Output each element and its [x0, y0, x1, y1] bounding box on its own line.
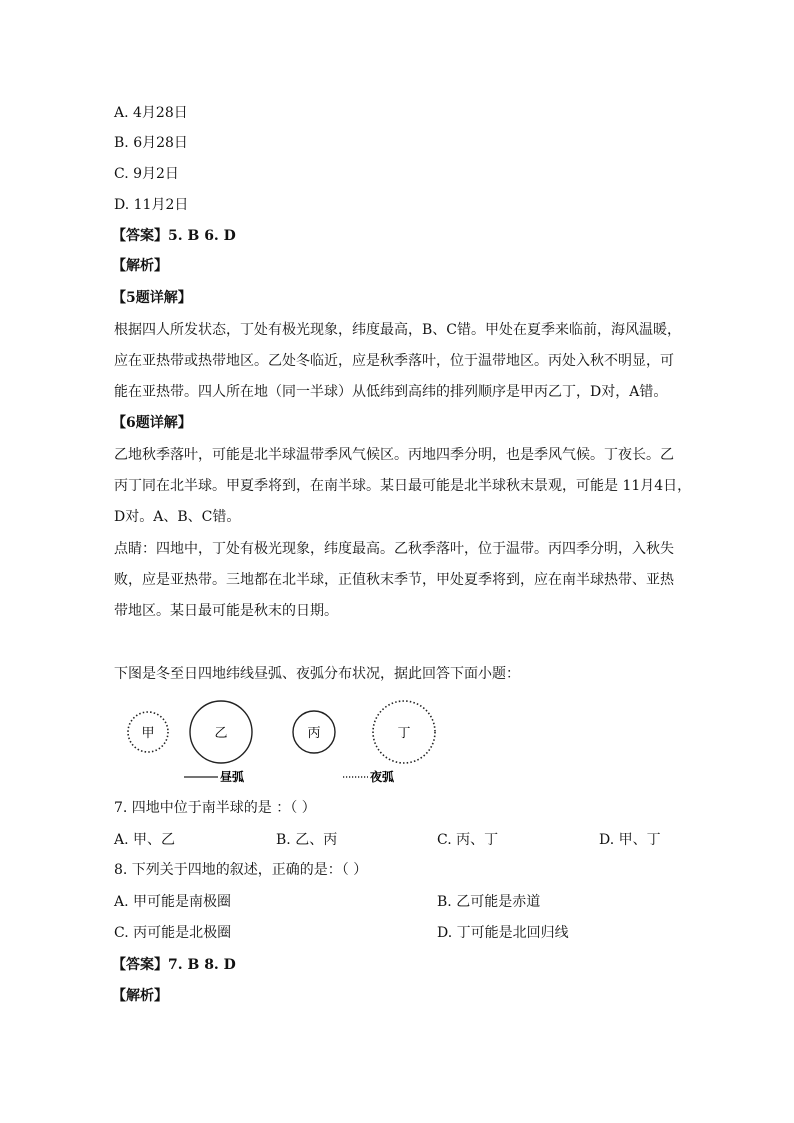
legend-night-label: 夜弧: [370, 770, 395, 784]
q8-option-d: D. 丁可能是北回归线: [437, 925, 569, 941]
option-b-prev: B. 6月28日: [114, 135, 188, 151]
option-a-prev: A. 4月28日: [114, 105, 188, 121]
q5-heading: 【5题详解】: [112, 290, 192, 306]
label-jia: 甲: [141, 726, 155, 741]
arc-figure: [110, 700, 450, 790]
legend-day-label: 昼弧: [220, 770, 245, 784]
answer-label-1: 【答案】5. B 6. D: [112, 228, 236, 244]
q8-option-a: A. 甲可能是南极圈: [114, 894, 232, 910]
analysis-label-1: 【解析】: [112, 258, 168, 274]
analysis-label-2: 【解析】: [112, 988, 168, 1004]
label-yi: 乙: [214, 726, 228, 741]
option-d-prev: D. 11月2日: [114, 197, 189, 213]
q6-line-2: 丙丁同在北半球。甲夏季将到，在南半球。某日最可能是北半球秋末景观，可能是 11月4日，: [114, 478, 692, 494]
dianjing-line-1: 点睛：四地中，丁处有极光现象，纬度最高。乙秋季落叶，位于温带。丙四季分明，入秋失: [114, 541, 674, 557]
q5-line-1: 根据四人所发状态，丁处有极光现象，纬度最高，B、C错。甲处在夏季来临前，海风温暖，: [114, 322, 681, 338]
q7-stem: 7. 四地中位于南半球的是 ：（ ）: [114, 800, 316, 816]
figure-intro: 下图是冬至日四地纬线昼弧、夜弧分布状况，据此回答下面小题：: [114, 666, 520, 682]
q8-option-b: B. 乙可能是赤道: [437, 894, 541, 910]
q7-option-c: C. 丙、丁: [437, 832, 499, 848]
label-bing: 丙: [307, 726, 321, 741]
q6-heading: 【6题详解】: [112, 415, 192, 431]
q7-option-d: D. 甲、丁: [599, 832, 661, 848]
label-ding: 丁: [397, 726, 411, 741]
dianjing-line-2: 败，应是亚热带。三地都在北半球，正值秋末季节，甲处夏季将到，应在南半球热带、亚热: [114, 572, 674, 588]
q6-line-1: 乙地秋季落叶，可能是北半球温带季风气候区。丙地四季分明，也是季风气候。丁夜长。乙: [114, 447, 674, 463]
option-c-prev: C. 9月2日: [114, 166, 179, 182]
q5-line-3: 能在亚热带。四人所在地（同一半球）从低纬到高纬的排列顺序是甲丙乙丁，D对，A错。: [114, 384, 668, 400]
answer-label-2: 【答案】7. B 8. D: [112, 957, 236, 973]
q8-stem: 8. 下列关于四地的叙述，正确的是：（ ）: [114, 862, 368, 878]
q7-option-a: A. 甲、乙: [114, 832, 176, 848]
dianjing-line-3: 带地区。某日最可能是秋末的日期。: [114, 603, 338, 619]
q8-option-c: C. 丙可能是北极圈: [114, 925, 232, 941]
q6-line-3: D对。A、B、C错。: [114, 509, 241, 525]
q7-option-b: B. 乙、丙: [276, 832, 338, 848]
q5-line-2: 应在亚热带或热带地区。乙处冬临近，应是秋季落叶，位于温带地区。丙处入秋不明显，可: [114, 353, 674, 369]
